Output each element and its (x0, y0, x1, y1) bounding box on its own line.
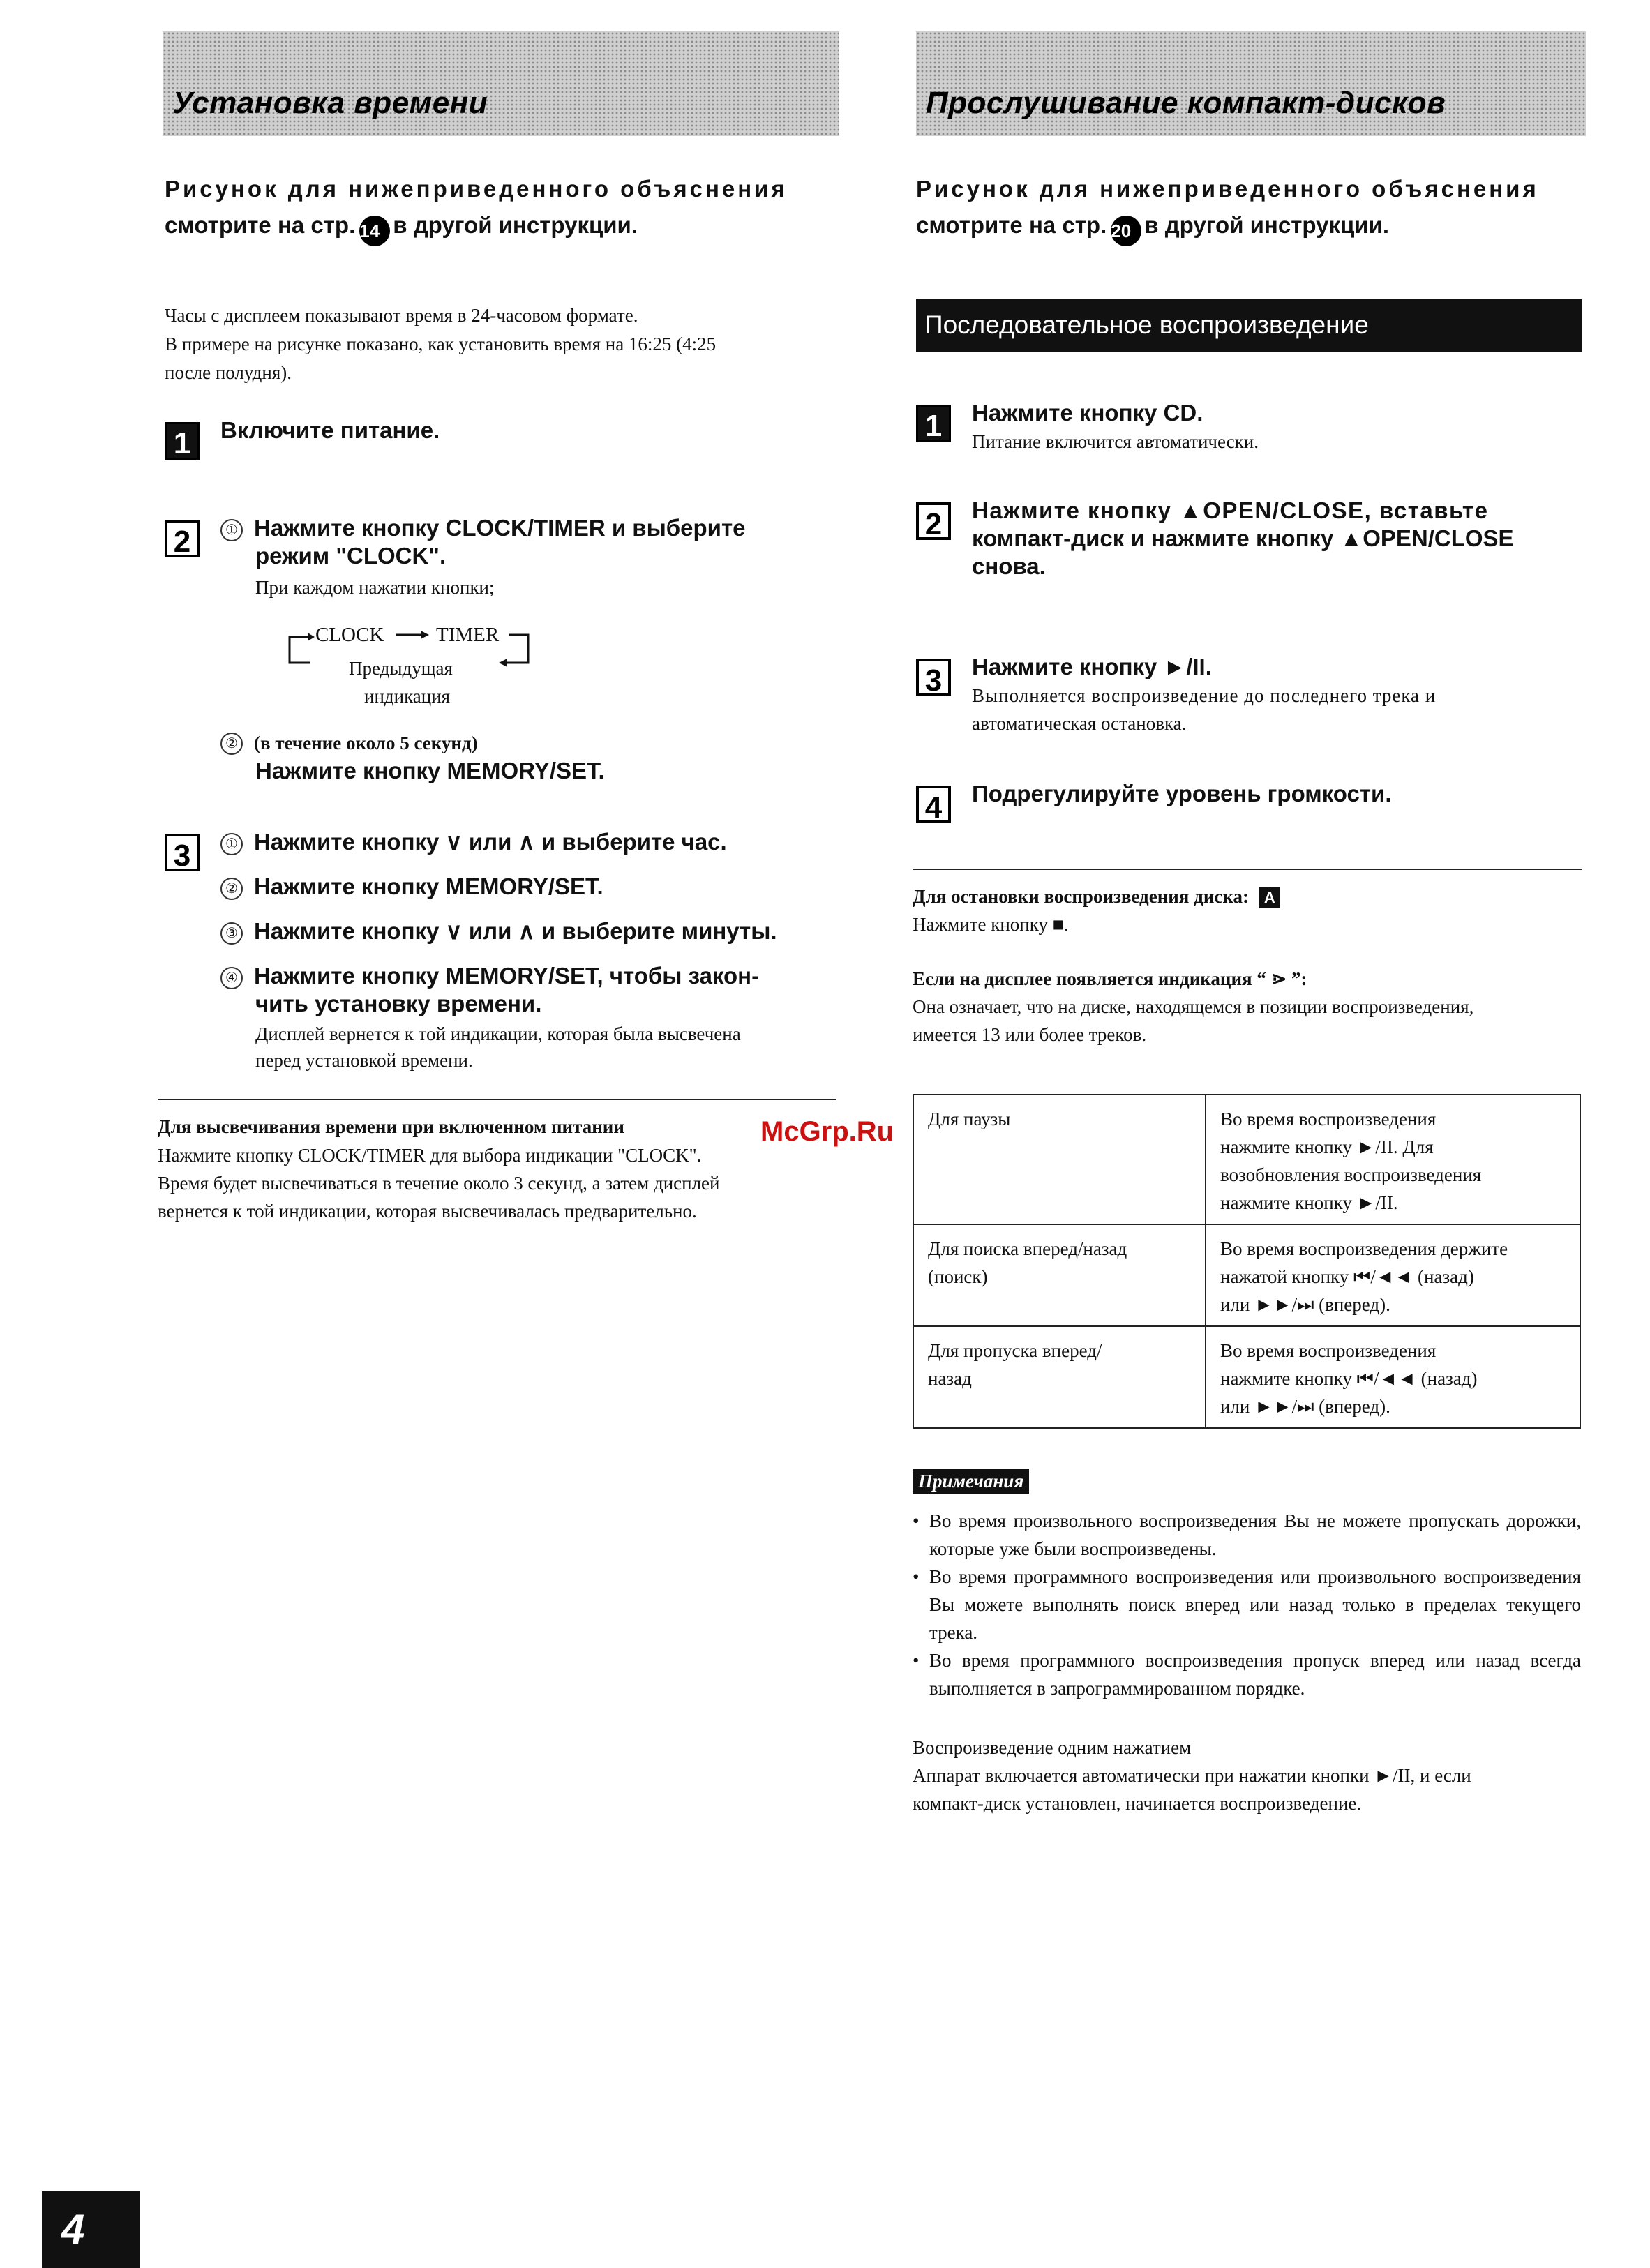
table-cell-label (913, 1326, 1206, 1428)
cycle-clock: CLOCK (315, 624, 384, 646)
left-body (165, 301, 716, 387)
section-heading: Последовательное воспроизведение (916, 299, 1582, 352)
indicator-line2: имеется 13 или более треков. (913, 1024, 1147, 1045)
step-2-line1 (220, 514, 745, 542)
left-intro-line2b: в другой инструкции. (393, 212, 638, 238)
cell-line: Во время воспроизведения держите (1220, 1238, 1508, 1259)
cd-step-1-note: Питание включится автоматически. (972, 431, 1259, 452)
indicator-title: Если на дисплее появляется индикация “ ⋗ ”: (913, 968, 1307, 989)
cell-line: или ►►/⏭ (вперед). (1220, 1294, 1390, 1315)
step-1-text: Включите питание. (220, 417, 440, 443)
cycle-prev-line2: индикация (364, 686, 451, 707)
cell-line: Для поиска вперед/назад (928, 1238, 1127, 1259)
cd-step-3-text: Нажмите кнопку ►/II. (972, 654, 1212, 679)
page-number: 4 (42, 2191, 140, 2268)
cell-line: или ►►/⏭ (вперед). (1220, 1396, 1390, 1417)
substep-marker: ① (220, 519, 243, 541)
step-2-sub2-text: Нажмите кнопку MEMORY/SET. (255, 758, 605, 783)
cd-step-4-marker: 4 (916, 786, 951, 823)
table-cell-label (913, 1095, 1206, 1224)
cell-line: нажмите кнопку ►/II. Для (1220, 1136, 1434, 1157)
notes-label: Примечания (913, 1469, 1029, 1494)
step-3-item-text: Нажмите кнопку ∨ или ∧ и выберите час. (254, 829, 727, 855)
step-2-sub2-note (220, 729, 478, 757)
notes-list (913, 1507, 1581, 1702)
cell-line: (поиск) (928, 1266, 988, 1287)
note-item: • Во время произвольного воспроизведения Вы не можете пропускать дорожки, которые уже были воспроизведены. (913, 1507, 1581, 1563)
table-cell-desc (1206, 1224, 1580, 1326)
cd-step-2-marker: 2 (916, 502, 951, 540)
left-title-bar (163, 31, 839, 136)
cell-line: Во время воспроизведения (1220, 1109, 1437, 1129)
cell-line: Для пропуска вперед/ (928, 1340, 1102, 1361)
substep-marker: ④ (220, 967, 243, 989)
table-cell-label (913, 1224, 1206, 1326)
step-3-item-text: Нажмите кнопку MEMORY/SET. (254, 873, 603, 899)
cell-line: Для паузы (928, 1109, 1011, 1129)
indicator-line1: Она означает, что на диске, находящемся в позиции воспроизведения, (913, 996, 1474, 1017)
right-intro-line2a: смотрите на стр. (916, 212, 1107, 238)
step-3-item (220, 873, 603, 901)
right-title: Прослушивание компакт-дисков (926, 86, 1446, 120)
substep-marker: ③ (220, 922, 243, 945)
right-intro-line1: Рисунок для нижеприведенного объяснения (916, 176, 1539, 202)
step-3-marker: 3 (165, 834, 200, 871)
table-row (913, 1224, 1580, 1326)
step-3-item (220, 828, 727, 856)
substep-marker: ② (220, 878, 243, 900)
note-item: • Во время программного воспроизведения или произвольного воспроизведения Вы можете выполнять поиск вперед или назад только в пределах текущего трека. (913, 1563, 1581, 1646)
right-intro (916, 171, 1586, 246)
left-body-line: В примере на рисунке показано, как установить время на 16:25 (4:25 (165, 333, 717, 354)
table-cell-desc (1206, 1095, 1580, 1224)
tip-line: вернется к той индикации, которая высвечивалась предварительно. (158, 1201, 697, 1222)
left-title: Установка времени (172, 86, 488, 120)
cd-step-2-line3: снова. (972, 553, 1046, 579)
onetouch-title: Воспроизведение одним нажатием (913, 1737, 1192, 1758)
left-intro (165, 171, 841, 246)
step-1-marker: 1 (165, 422, 200, 460)
page-ref-badge: 20 (1111, 216, 1141, 246)
cd-step-2-line2: компакт-диск и нажмите кнопку ▲OPEN/CLOSE (972, 525, 1514, 551)
step-3-after-line1: Дисплей вернется к той индикации, которая была высвечена (255, 1023, 741, 1044)
left-intro-line1: Рисунок для нижеприведенного объяснения (165, 176, 788, 202)
cd-step-3-note1: Выполняется воспроизведение до последнего трека и (972, 685, 1437, 706)
step-3-item (220, 917, 777, 945)
stop-badge: A (1259, 887, 1280, 908)
cd-step-1-marker: 1 (916, 405, 951, 442)
tip-title: Для высвечивания времени при включенном питании (158, 1116, 624, 1137)
table-cell-desc (1206, 1326, 1580, 1428)
right-divider (913, 869, 1582, 870)
step-3-item (220, 962, 759, 990)
cell-line: нажмите кнопку ⏮/◄◄ (назад) (1220, 1368, 1478, 1389)
note-item: • Во время программного воспроизведения пропуск вперед или назад всегда выполняется в запрограммированном порядке. (913, 1646, 1581, 1702)
cell-line: нажатой кнопку ⏮/◄◄ (назад) (1220, 1266, 1474, 1287)
cycle-prev-line1: Предыдущая (349, 658, 453, 679)
cd-step-2-line1: Нажмите кнопку ▲OPEN/CLOSE, вставьте (972, 497, 1489, 523)
step-3-item-text: Нажмите кнопку MEMORY/SET, чтобы закон- (254, 963, 760, 989)
step-3-item4-line2: чить установку времени. (255, 991, 542, 1016)
step-2-marker: 2 (165, 520, 200, 557)
cd-step-3-marker: 3 (916, 659, 951, 696)
left-body-line: Часы с дисплеем показывают время в 24-часовом формате. (165, 305, 638, 326)
operations-table (913, 1094, 1581, 1429)
cd-step-1-text: Нажмите кнопку CD. (972, 400, 1203, 426)
step-2-line2: режим "CLOCK". (255, 543, 447, 569)
table-row (913, 1326, 1580, 1428)
stop-title (913, 883, 1280, 910)
right-intro-line2b: в другой инструкции. (1144, 212, 1390, 238)
stop-text: Нажмите кнопку ■. (913, 914, 1069, 935)
step-3-after-line2: перед установкой времени. (255, 1050, 473, 1071)
substep-marker: ② (220, 733, 243, 755)
watermark: McGrp.Ru (760, 1116, 894, 1147)
step-2-sub2-note-text: (в течение около 5 секунд) (254, 733, 478, 753)
cd-step-3-note2: автоматическая остановка. (972, 713, 1187, 734)
step-2-line1-text: Нажмите кнопку CLOCK/TIMER и выберите (254, 515, 746, 541)
left-intro-line2a: смотрите на стр. (165, 212, 356, 238)
page-ref-badge: 14 (359, 216, 390, 246)
stop-title-text: Для остановки воспроизведения диска: (913, 886, 1250, 907)
cell-line: назад (928, 1368, 972, 1389)
onetouch-line1: Аппарат включается автоматически при нажатии кнопки ►/II, и если (913, 1765, 1471, 1786)
onetouch-line2: компакт-диск установлен, начинается воспроизведение. (913, 1793, 1362, 1814)
left-body-line: после полудня). (165, 362, 292, 383)
tip-line: Нажмите кнопку CLOCK/TIMER для выбора индикации "CLOCK". (158, 1145, 702, 1166)
cycle-timer: TIMER (436, 624, 500, 646)
cd-step-4-text: Подрегулируйте уровень громкости. (972, 781, 1392, 806)
cell-line: возобновления воспроизведения (1220, 1164, 1482, 1185)
cell-line: нажмите кнопку ►/II. (1220, 1192, 1398, 1213)
right-title-bar (916, 31, 1586, 136)
step-2-note: При каждом нажатии кнопки; (255, 577, 495, 598)
step-3-item-text: Нажмите кнопку ∨ или ∧ и выберите минуты. (254, 918, 777, 944)
left-divider (158, 1099, 836, 1100)
tip-line: Время будет высвечиваться в течение около 3 секунд, а затем дисплей (158, 1173, 720, 1194)
cell-line: Во время воспроизведения (1220, 1340, 1437, 1361)
table-row (913, 1095, 1580, 1224)
substep-marker: ① (220, 833, 243, 855)
